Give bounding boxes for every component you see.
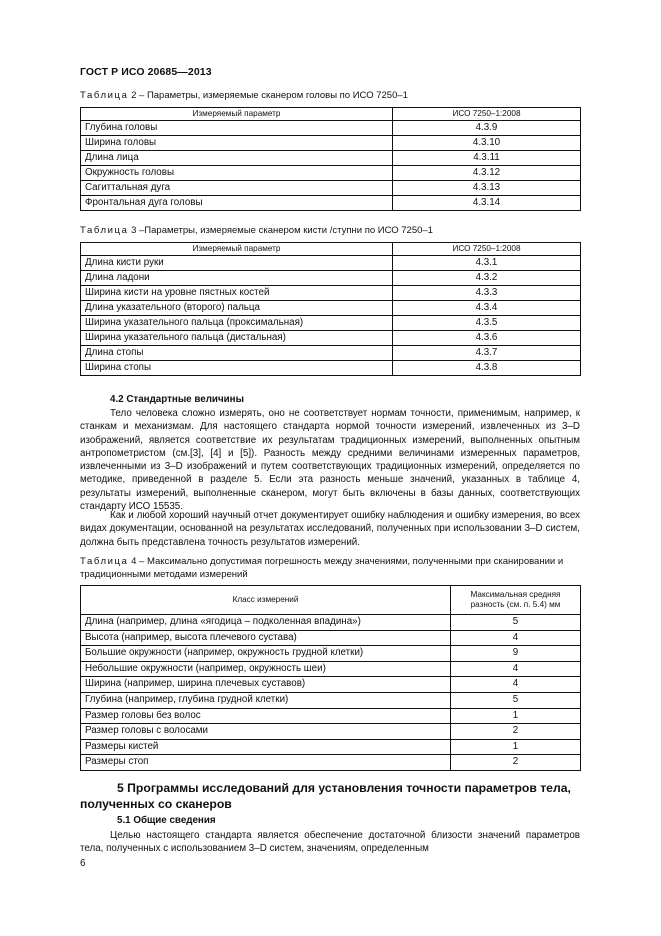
table-row: [81, 286, 581, 301]
section-5-heading: 5 Программы исследований для установления точности параметров тела, полученных со сканеров: [80, 781, 571, 811]
table-cell: 4.3.2: [393, 271, 581, 286]
table3-caption-text: 3 –Параметры, измеряемые сканером кисти /ступни по ИСО 7250–1: [128, 225, 433, 236]
table2-caption: [80, 89, 580, 102]
table-row: [81, 630, 581, 646]
table-row: [81, 151, 581, 166]
table-row: [81, 708, 581, 724]
table-cell: Ширина (например, ширина плечевых суставов): [81, 677, 451, 693]
table-row: [81, 331, 581, 346]
table-header-cell: Класс измерений: [81, 586, 451, 615]
table-cell: Ширина кисти на уровне пястных костей: [81, 286, 393, 301]
table-row: [81, 692, 581, 708]
table-cell: Размеры стоп: [81, 755, 451, 771]
table-cell: 4.3.7: [393, 346, 581, 361]
table-cell: 5: [451, 692, 581, 708]
table-cell: 4.3.11: [393, 151, 581, 166]
table-cell: Высота (например, высота плечевого сустава): [81, 630, 451, 646]
table-row: [81, 271, 581, 286]
table-row: [81, 739, 581, 755]
table-cell: Окружность головы: [81, 166, 393, 181]
table-row: [81, 181, 581, 196]
table-header-cell: Максимальная средняя разность (см. п. 5.4) мм: [451, 586, 581, 615]
table-cell: Длина лица: [81, 151, 393, 166]
table-cell: 4: [451, 630, 581, 646]
table-2: [80, 107, 581, 211]
table-cell: Большие окружности (например, окружность грудной клетки): [81, 646, 451, 662]
table-cell: 1: [451, 739, 581, 755]
table-cell: 4.3.12: [393, 166, 581, 181]
table-row: [81, 256, 581, 271]
document-header: ГОСТ Р ИСО 20685—2013: [80, 66, 212, 78]
table-cell: 1: [451, 708, 581, 724]
table-header-cell: ИСО 7250–1:2008: [393, 243, 581, 256]
table-cell: 4.3.3: [393, 286, 581, 301]
table-cell: Длина указательного (второго) пальца: [81, 301, 393, 316]
table4-caption-label: Таблица: [80, 556, 129, 567]
table-row: [81, 166, 581, 181]
table-header-cell: ИСО 7250–1:2008: [393, 108, 581, 121]
table-cell: 4.3.1: [393, 256, 581, 271]
table-cell: 4.3.4: [393, 301, 581, 316]
table-cell: 4.3.9: [393, 121, 581, 136]
table-cell: 9: [451, 646, 581, 662]
table-cell: 2: [451, 724, 581, 740]
section-4-2-heading: 4.2 Стандартные величины: [110, 394, 244, 405]
table-cell: Ширина стопы: [81, 361, 393, 376]
table-cell: 5: [451, 615, 581, 631]
page-number: 6: [80, 858, 86, 869]
table3-caption-label: Таблица: [80, 225, 129, 236]
table-row: [81, 724, 581, 740]
table-row: [81, 361, 581, 376]
table-header-cell: Измеряемый параметр: [81, 108, 393, 121]
table-cell: 4: [451, 661, 581, 677]
table-4: [80, 585, 581, 771]
table-row: [81, 196, 581, 211]
table-cell: Глубина головы: [81, 121, 393, 136]
table-cell: 2: [451, 755, 581, 771]
table-cell: 4.3.5: [393, 316, 581, 331]
table-cell: Глубина (например, глубина грудной клетки): [81, 692, 451, 708]
table-cell: Ширина указательного пальца (проксимальная): [81, 316, 393, 331]
table-header-row: [81, 243, 581, 256]
table-cell: 4.3.10: [393, 136, 581, 151]
table-row: [81, 615, 581, 631]
section-4-2-paragraph-1: Тело человека сложно измерять, оно не соответствует нормам точности, применимым, например, к станкам и механизмам. Для настоящего стандарта нормой точности измерений, извлеченных из 3–D изображений, является соответствие их результатам традиционных измерений, выполненных опытным антропометристом (см.[3], [4] и [5]). Разность между средними величинами измеренных параметров, извлеченными из 3–D изображений и путем соответствующих традиционных измерений, определяется по методике, приведенной в разделе 5. Если эта разность меньше значений, указанных в таблице 4, результаты измерений, выполненные сканером, могут быть включены в базы данных, соответствующих стандарту ИСО 15535.: [80, 408, 580, 513]
table2-caption-label: Таблица: [80, 90, 129, 101]
table-cell: Ширина указательного пальца (дистальная): [81, 331, 393, 346]
table4-caption: [80, 555, 580, 581]
table-header-cell: Измеряемый параметр: [81, 243, 393, 256]
table-row: [81, 316, 581, 331]
table-row: [81, 661, 581, 677]
table-cell: Длина кисти руки: [81, 256, 393, 271]
table-row: [81, 121, 581, 136]
table-cell: Длина ладони: [81, 271, 393, 286]
table-cell: Ширина головы: [81, 136, 393, 151]
table-row: [81, 646, 581, 662]
table4-caption-text: 4 – Максимально допустимая погрешность между значениями, полученными при сканировании и традиционными методами измерений: [80, 556, 564, 580]
table-cell: Длина стопы: [81, 346, 393, 361]
table-cell: Длина (например, длина «ягодица – подколенная впадина»): [81, 615, 451, 631]
table-cell: 4.3.6: [393, 331, 581, 346]
table-cell: Небольшие окружности (например, окружность шеи): [81, 661, 451, 677]
table-cell: Размер головы без волос: [81, 708, 451, 724]
table-cell: 4.3.8: [393, 361, 581, 376]
section-5-1-heading: 5.1 Общие сведения: [117, 815, 216, 826]
table-row: [81, 136, 581, 151]
table3-caption: [80, 224, 580, 237]
table-cell: Размер головы с волосами: [81, 724, 451, 740]
table-header-row: [81, 108, 581, 121]
table-row: [81, 677, 581, 693]
table-row: [81, 346, 581, 361]
section-5-1-paragraph: Целью настоящего стандарта является обеспечение достаточной близости значений параметров тела, полученных с использованием 3–D систем, значениям, определенным: [80, 830, 580, 855]
table2-caption-text: 2 – Параметры, измеряемые сканером головы по ИСО 7250–1: [128, 90, 408, 101]
table-header-row: [81, 586, 581, 615]
table-row: [81, 301, 581, 316]
table-row: [81, 755, 581, 771]
table-cell: 4.3.13: [393, 181, 581, 196]
section-4-2-paragraph-2: Как и любой хороший научный отчет документирует ошибку наблюдения и ошибку измерения, во всех видах документации, основанной на результатах исследований, полученных при использовании 3–D систем, должна быть представлена точность результатов измерений.: [80, 510, 580, 548]
table-cell: 4.3.14: [393, 196, 581, 211]
table-3: [80, 242, 581, 376]
table-cell: Фронтальная дуга головы: [81, 196, 393, 211]
table-cell: Сагиттальная дуга: [81, 181, 393, 196]
table-cell: Размеры кистей: [81, 739, 451, 755]
table-cell: 4: [451, 677, 581, 693]
